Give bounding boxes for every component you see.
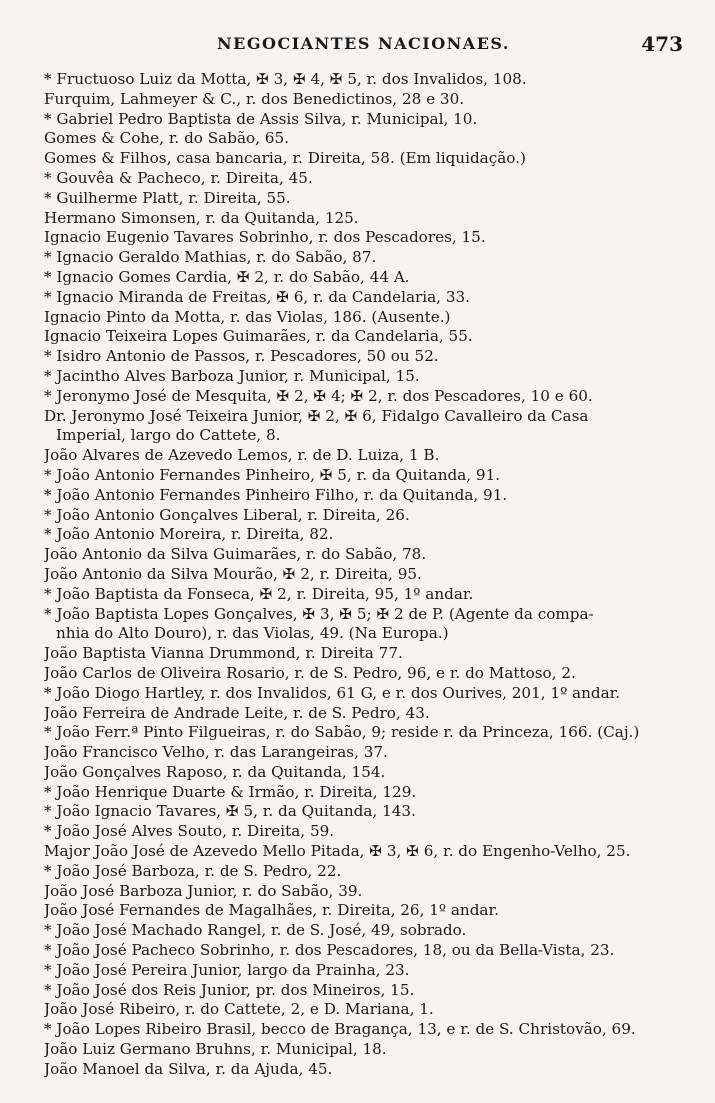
- list-item: * João Antonio Moreira, r. Direita, 82.: [44, 525, 334, 544]
- list-item: João Alvares de Azevedo Lemos, r. de D. Luiza, 1 B.: [44, 446, 440, 465]
- list-item: * João José Machado Rangel, r. de S. José, 49, sobrado.: [44, 921, 467, 940]
- list-item: * João José Alves Souto, r. Direita, 59.: [44, 822, 335, 841]
- list-item: Gomes & Filhos, casa bancaria, r. Direita, 58. (Em liquidação.): [44, 149, 526, 168]
- list-item: * João Antonio Fernandes Pinheiro, ✠ 5, r. da Quitanda, 91.: [44, 465, 501, 484]
- list-item: * João Diogo Hartley, r. dos Invalidos, 61 G, e r. dos Ourives, 201, 1º andar.: [44, 683, 621, 702]
- list-item: * Isidro Antonio de Passos, r. Pescadores, 50 ou 52.: [44, 347, 439, 366]
- list-item: Ignacio Teixeira Lopes Guimarães, r. da Candelaria, 55.: [44, 327, 473, 346]
- list-item: Gomes & Cohe, r. do Sabão, 65.: [44, 129, 289, 148]
- list-item: * Ignacio Geraldo Mathias, r. do Sabão, 87.: [44, 248, 377, 267]
- list-item: * Ignacio Miranda de Freitas, ✠ 6, r. da Candelaria, 33.: [44, 287, 470, 306]
- list-item: Ignacio Eugenio Tavares Sobrinho, r. dos Pescadores, 15.: [44, 228, 486, 247]
- list-item: João Baptista Vianna Drummond, r. Direita 77.: [44, 644, 403, 663]
- list-item-continuation: Imperial, largo do Cattete, 8.: [56, 426, 281, 445]
- list-item: * João Antonio Fernandes Pinheiro Filho, r. da Quitanda, 91.: [44, 485, 508, 504]
- list-item: * João José Barboza, r. de S. Pedro, 22.: [44, 861, 342, 880]
- list-item: Hermano Simonsen, r. da Quitanda, 125.: [44, 208, 359, 227]
- page-number: 473: [641, 32, 683, 56]
- page-title: NEGOCIANTES NACIONAES.: [217, 34, 510, 53]
- list-item: Furquim, Lahmeyer & C., r. dos Benedictinos, 28 e 30.: [44, 89, 465, 108]
- list-item: João Manoel da Silva, r. da Ajuda, 45.: [44, 1059, 333, 1078]
- list-item: * Ignacio Gomes Cardia, ✠ 2, r. do Sabão, 44 A.: [44, 267, 410, 286]
- list-item: * João Ferr.ª Pinto Filgueiras, r. do Sabão, 9; reside r. da Princeza, 166. (Caj.): [44, 723, 640, 742]
- list-item: * Guilherme Platt, r. Direita, 55.: [44, 188, 291, 207]
- directory-list: [44, 70, 683, 1080]
- list-item: * João Antonio Gonçalves Liberal, r. Direita, 26.: [44, 505, 410, 524]
- list-item: João Francisco Velho, r. das Larangeiras, 37.: [44, 743, 388, 762]
- list-item: * João Henrique Duarte & Irmão, r. Direita, 129.: [44, 782, 417, 801]
- list-item: Ignacio Pinto da Motta, r. das Violas, 186. (Ausente.): [44, 307, 451, 326]
- list-item: * João Ignacio Tavares, ✠ 5, r. da Quitanda, 143.: [44, 802, 416, 821]
- list-item: João Carlos de Oliveira Rosario, r. de S. Pedro, 96, e r. do Mattoso, 2.: [44, 663, 576, 682]
- list-item: João Luiz Germano Bruhns, r. Municipal, 18.: [44, 1040, 387, 1059]
- page-header: [44, 32, 683, 62]
- list-item: * Gouvêa & Pacheco, r. Direita, 45.: [44, 168, 313, 187]
- list-item: João Antonio da Silva Mourão, ✠ 2, r. Direita, 95.: [44, 564, 422, 583]
- list-item: Major João José de Azevedo Mello Pitada, ✠ 3, ✠ 6, r. do Engenho-Velho, 25.: [44, 842, 631, 861]
- list-item: João José Ribeiro, r. do Cattete, 2, e D. Mariana, 1.: [44, 1000, 434, 1019]
- list-item: * Gabriel Pedro Baptista de Assis Silva, r. Municipal, 10.: [44, 109, 478, 128]
- list-item: * João José Pereira Junior, largo da Prainha, 23.: [44, 960, 410, 979]
- list-item: * João Lopes Ribeiro Brasil, becco de Bragança, 13, e r. de S. Christovão, 69.: [44, 1020, 636, 1039]
- list-item: Dr. Jeronymo José Teixeira Junior, ✠ 2, ✠ 6, Fidalgo Cavalleiro da Casa: [44, 406, 589, 425]
- list-item: João Antonio da Silva Guimarães, r. do Sabão, 78.: [44, 545, 427, 564]
- list-item: * Jeronymo José de Mesquita, ✠ 2, ✠ 4; ✠ 2, r. dos Pescadores, 10 e 60.: [44, 386, 593, 405]
- list-item: * João José dos Reis Junior, pr. dos Mineiros, 15.: [44, 980, 415, 999]
- list-item: João José Fernandes de Magalhães, r. Direita, 26, 1º andar.: [44, 901, 499, 920]
- list-item: * João Baptista Lopes Gonçalves, ✠ 3, ✠ 5; ✠ 2 de P. (Agente da compa-: [44, 604, 594, 623]
- list-item: * Fructuoso Luiz da Motta, ✠ 3, ✠ 4, ✠ 5, r. dos Invalidos, 108.: [44, 70, 527, 88]
- list-item: * João José Pacheco Sobrinho, r. dos Pescadores, 18, ou da Bella-Vista, 23.: [44, 941, 615, 960]
- list-item: João Gonçalves Raposo, r. da Quitanda, 154.: [44, 762, 386, 781]
- list-item: * João Baptista da Fonseca, ✠ 2, r. Direita, 95, 1º andar.: [44, 584, 474, 603]
- list-item: * Jacintho Alves Barboza Junior, r. Municipal, 15.: [44, 366, 420, 385]
- list-item: João José Barboza Junior, r. do Sabão, 39.: [44, 881, 363, 900]
- list-item: João Ferreira de Andrade Leite, r. de S. Pedro, 43.: [44, 703, 430, 722]
- list-item-continuation: nhia do Alto Douro), r. das Violas, 49. (Na Europa.): [56, 624, 449, 643]
